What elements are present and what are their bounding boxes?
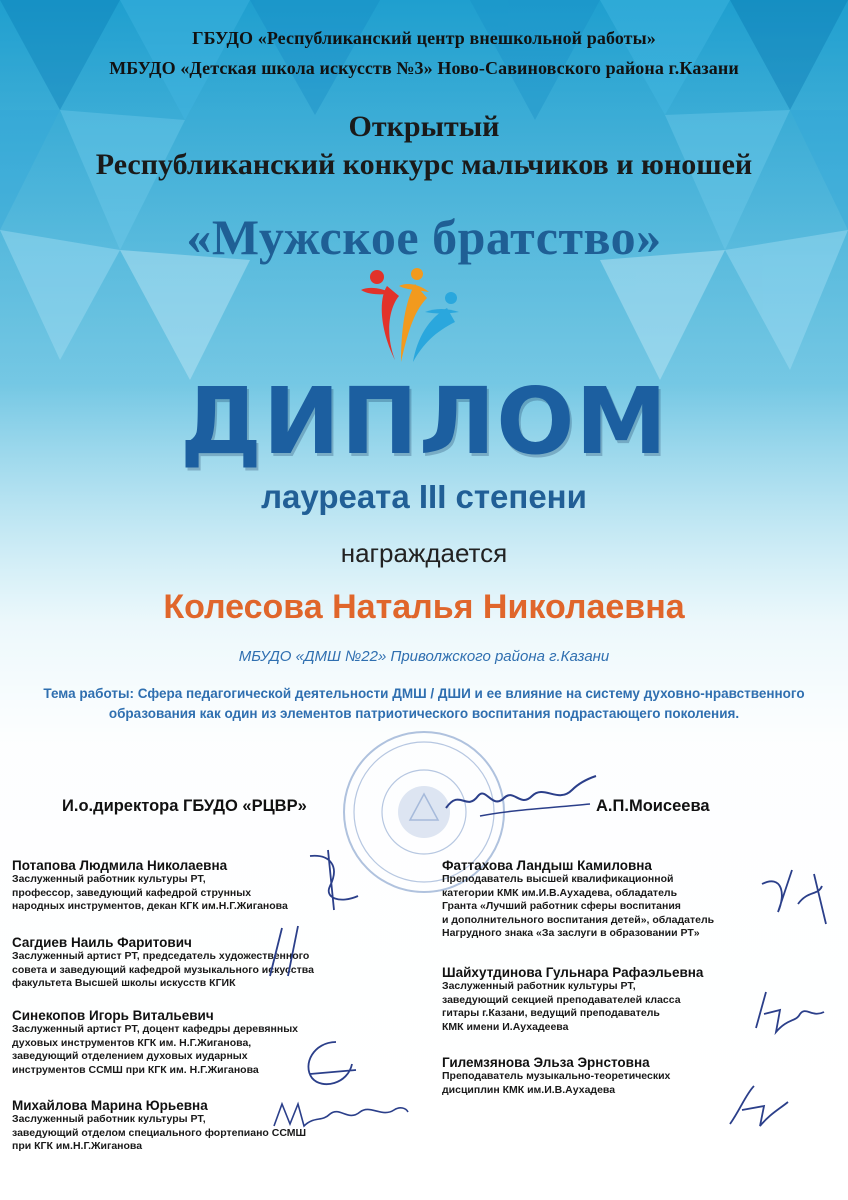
jury-signature-5 <box>752 864 832 934</box>
jury-desc-line: профессор, заведующий кафедрой струнных <box>12 886 252 899</box>
jury-desc-line: Заслуженный артист РТ, доцент кафедры деревянных <box>12 1023 299 1035</box>
jury-desc-line: факультета Высшей школы искусств КГИК <box>12 977 236 989</box>
jury-name: Шайхутдинова Гульнара Рафаэльевна <box>442 965 704 980</box>
jury-name: Фаттахова Ландыш Камиловна <box>442 858 652 873</box>
diploma-title: ДИПЛОМ <box>179 368 669 475</box>
director-signature <box>440 768 600 828</box>
contest-line-2: Республиканский конкурс мальчиков и юношей <box>95 148 753 181</box>
contest-line-1: Открытый <box>348 110 500 143</box>
jury-signature-7 <box>724 1080 794 1130</box>
jury-desc-line: Заслуженный работник культуры РТ, <box>12 1113 206 1125</box>
jury-signature-1 <box>300 846 370 916</box>
jury-desc-line: КМК имени И.Аухадеева <box>442 1020 569 1033</box>
theme-line-2: образования как один из элементов патриотического воспитания подрастающего поколения. <box>108 706 740 721</box>
director-title: И.о.директора ГБУДО «РЦВР» <box>62 797 307 815</box>
jury-desc-line: категории КМК им.И.В.Аухадева, обладатель <box>442 886 678 899</box>
jury-desc-line: заведующий отделом специального фортепиано ССМШ <box>12 1126 307 1139</box>
jury-desc-line: инструментов ССМШ при КГК им. Н.Г.Жиганова <box>12 1063 259 1076</box>
jury-desc-line: и дополнительного воспитания детей», обладатель <box>442 913 715 926</box>
diploma-degree: лауреата III степени <box>261 478 587 515</box>
jury-desc-line: совета и заведующий кафедрой музыкального искусства <box>12 963 314 976</box>
jury-signature-4 <box>270 1096 410 1136</box>
awarded-label: награждается <box>340 538 508 568</box>
jury-desc-line: Заслуженный артист РТ, председатель художественного <box>12 950 310 962</box>
jury-name: Сагдиев Наиль Фаритович <box>12 935 192 950</box>
org-line-2: МБУДО «Детская школа искусств №3» Ново-Савиновского района г.Казани <box>109 58 739 78</box>
jury-desc-line: духовых инструментов КГК им. Н.Г.Жиганова, <box>12 1036 252 1049</box>
theme-line-1: Тема работы: Сфера педагогической деятельности ДМШ / ДШИ и ее влияние на систему духовно-нравственного <box>43 686 805 701</box>
jury-desc-line: дисциплин КМК им.И.В.Аухадева <box>442 1083 616 1096</box>
jury-desc-line: народных инструментов, декан КГК им.Н.Г.Жиганова <box>12 900 288 912</box>
jury-desc-line: Преподаватель высшей квалификационной <box>442 873 674 885</box>
jury-desc-line: Заслуженный работник культуры РТ, <box>442 980 636 992</box>
jury-name: Михайлова Марина Юрьевна <box>12 1098 208 1113</box>
three-figures-logo <box>355 268 465 368</box>
jury-desc-line: Преподаватель музыкально-теоретических <box>442 1070 671 1082</box>
jury-signature-6 <box>748 988 828 1038</box>
jury-name: Синекопов Игорь Витальевич <box>12 1008 214 1023</box>
jury-desc-line: Нагрудного знака «За заслуги в образовании РТ» <box>442 927 700 939</box>
org-line-1: ГБУДО «Республиканский центр внешкольной работы» <box>192 28 656 48</box>
jury-desc-line: Заслуженный работник культуры РТ, <box>12 873 206 885</box>
jury-name: Гилемзянова Эльза Эрнстовна <box>442 1055 650 1070</box>
contest-title: «Мужское братство» <box>186 209 662 265</box>
jury-desc-line: заведующий секцией преподавателей класса <box>442 993 681 1006</box>
jury-desc-line: заведующий отделением духовых иударных <box>12 1050 248 1062</box>
jury-desc-line: гитары г.Казани, ведущий преподаватель <box>442 1007 660 1019</box>
director-name: А.П.Моисеева <box>596 797 710 815</box>
jury-signature-2 <box>260 920 320 980</box>
jury-signature-3 <box>292 1034 362 1094</box>
jury-desc-line: Гранта «Лучший работник сферы воспитания <box>442 900 681 912</box>
jury-desc-line: при КГК им.Н.Г.Жиганова <box>12 1140 143 1152</box>
recipient-school: МБУДО «ДМШ №22» Приволжского района г.Казани <box>238 648 610 665</box>
jury-right-1 <box>442 858 802 941</box>
recipient-name: Колесова Наталья Николаевна <box>163 588 685 626</box>
jury-name: Потапова Людмила Николаевна <box>12 858 228 873</box>
